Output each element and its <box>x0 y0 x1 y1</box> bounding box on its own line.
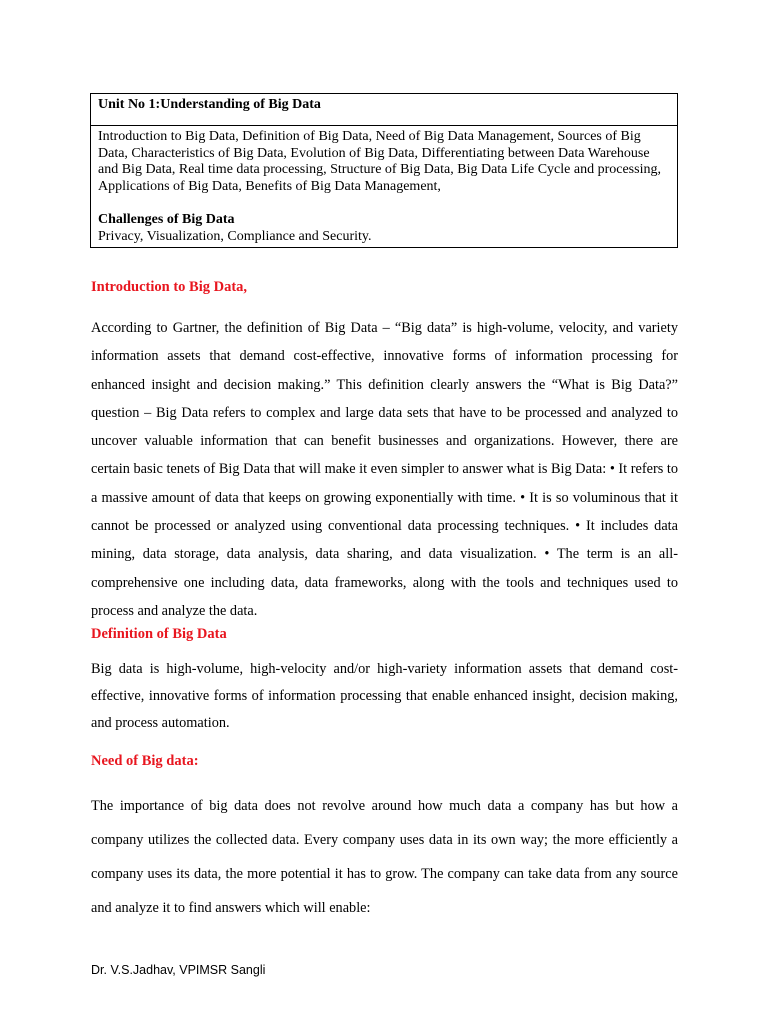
paragraph-definition: Big data is high-volume, high-velocity and/or high-variety information assets that demand cost-effective, innovative forms of information processing that enable enhanced insight, decision making, and process automation. <box>91 661 678 731</box>
unit-title: Unit No 1:Understanding of Big Data <box>91 94 677 126</box>
unit-syllabus-box <box>90 93 678 248</box>
challenges-text: Privacy, Visualization, Compliance and Security. <box>98 228 372 244</box>
heading-introduction: Introduction to Big Data, <box>91 279 248 295</box>
paragraph-introduction: According to Gartner, the definition of Big Data – “Big data” is high-volume, velocity, and variety information assets that demand cost-effective, innovative forms of information processing for enhanced insight and decision making.” This definition clearly answers the “What is Big Data?” question – Big Data refers to complex and large data sets that have to be processed and analyzed to uncover valuable information that can benefit businesses and organizations. However, there are certain basic tenets of Big Data that will make it even simpler to answer what is Big Data: • It refers to a massive amount of data that keeps on growing exponentially with time. • It is so voluminous that it cannot be processed or analyzed using conventional data processing techniques. • It includes data mining, data storage, data analysis, data sharing, and data visualization. • The term is an all-comprehensive one including data, data frameworks, along with the tools and techniques used to process and analyze the data. <box>91 320 678 619</box>
unit-body <box>91 126 677 245</box>
page-footer: Dr. V.S.Jadhav, VPIMSR Sangli <box>91 963 266 977</box>
heading-definition: Definition of Big Data <box>91 626 227 642</box>
unit-topics: Introduction to Big Data, Definition of Big Data, Need of Big Data Management, Sources of Big Data, Characteristics of Big Data, Evolution of Big Data, Differentiating between Data Warehouse and Big Data, Real time data processing, Structure of Big Data, Big Data Life Cycle and processing, Applications of Big Data, Benefits of Big Data Management, <box>98 129 661 194</box>
paragraph-need: The importance of big data does not revolve around how much data a company has but how a company utilizes the collected data. Every company uses data in its own way; the more efficiently a company uses its data, the more potential it has to grow. The company can take data from any source and analyze it to find answers which will enable: <box>91 798 678 916</box>
heading-need: Need of Big data: <box>91 753 199 769</box>
challenges-title: Challenges of Big Data <box>98 212 235 227</box>
